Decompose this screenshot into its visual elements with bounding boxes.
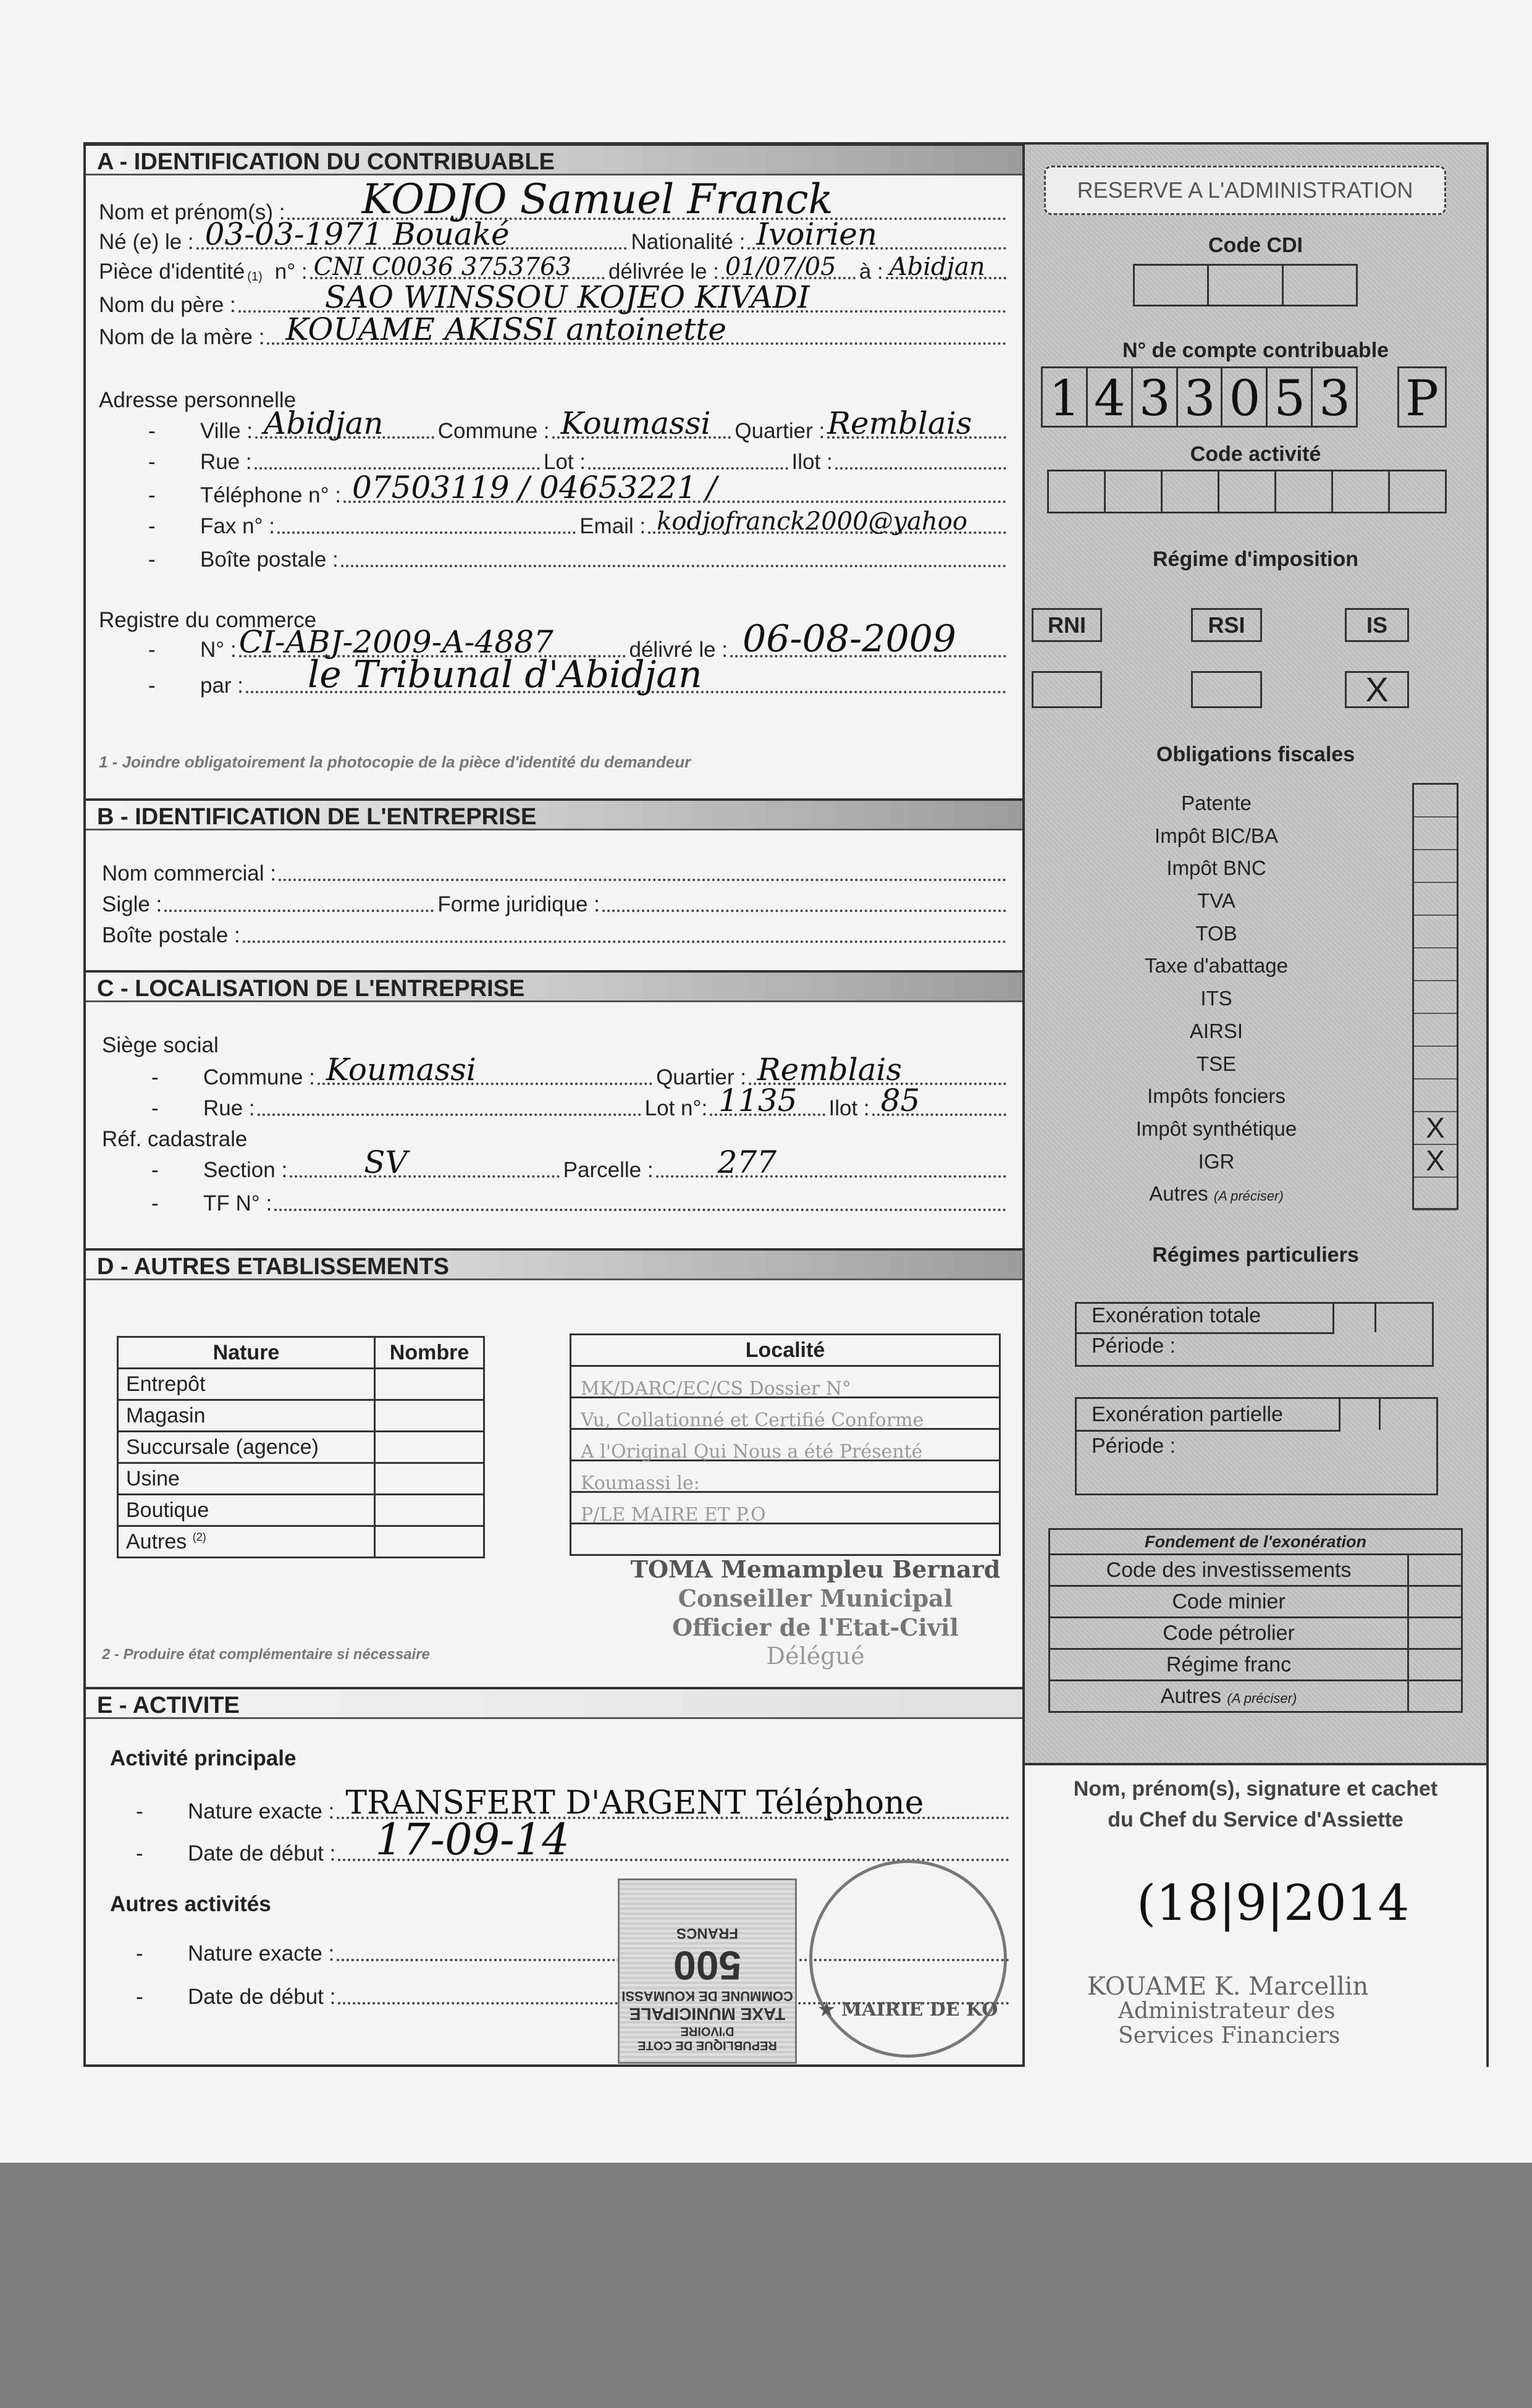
regime-rni: RNI <box>1032 608 1102 642</box>
field-label: TF N° : <box>203 1191 272 1215</box>
code-cdi-label: Code CDI <box>1208 234 1303 257</box>
dotted-fill-line <box>243 936 1006 943</box>
field-label: - <box>148 483 156 507</box>
handwritten-value: 3 <box>1138 370 1171 427</box>
field-label: Quartier : <box>656 1065 746 1089</box>
field-label: Nature exacte : <box>188 1941 335 1966</box>
dotted-fill-line <box>274 1204 1006 1211</box>
form-element: KOUAME K. Marcellin <box>1087 1972 1369 2001</box>
form-element: Services Financiers <box>1118 2023 1340 2048</box>
form-element <box>1088 368 1133 426</box>
form-element: Patente <box>1181 792 1252 814</box>
table-row <box>118 1369 484 1400</box>
field-sigle[interactable] <box>102 889 1010 917</box>
form-element <box>1313 368 1356 426</box>
field-label: Date de début : <box>188 1841 336 1865</box>
form-element: ITS <box>1200 987 1232 1010</box>
handwritten-value: Abidjan <box>889 253 985 281</box>
dotted-fill-line <box>722 253 856 281</box>
handwritten-value: P <box>1405 370 1439 427</box>
form-element: Usine <box>118 1463 375 1495</box>
form-element[interactable] <box>375 1369 484 1400</box>
code-activite-boxes[interactable] <box>1047 470 1447 513</box>
form-element: Impôt BIC/BA <box>1155 824 1278 847</box>
footnote-1: 1 - Joindre obligatoirement la photocopie de la pièce d'identité du demandeur <box>99 753 691 771</box>
dotted-fill-line <box>255 462 540 470</box>
activite-principale-label: Activité principale <box>110 1746 297 1770</box>
form-element: Administrateur des <box>1118 1998 1336 2024</box>
form-element[interactable] <box>375 1495 484 1526</box>
field-label: N° : <box>200 638 237 662</box>
code-cdi-boxes[interactable] <box>1133 264 1358 306</box>
handwritten-value: 0 <box>1229 370 1261 427</box>
field-label: Téléphone n° : <box>200 483 342 507</box>
handwritten-value: 3 <box>1184 370 1216 427</box>
section-b-header: B - IDENTIFICATION DE L'ENTREPRISE <box>86 798 1022 830</box>
form-element <box>1414 1047 1457 1079</box>
dotted-fill-line <box>656 1144 1006 1180</box>
form-element <box>1414 948 1457 981</box>
col-nombre: Nombre <box>375 1337 484 1369</box>
regime-is: IS <box>1345 608 1409 642</box>
form-element <box>1135 266 1209 305</box>
form-element: Fondement de l'exonération <box>1050 1529 1462 1555</box>
form-element <box>1050 1529 1462 1712</box>
form-element <box>1414 1079 1457 1112</box>
field-label: Parcelle : <box>563 1158 654 1182</box>
certification-stamp <box>581 1373 995 1531</box>
regime-rni-checkbox[interactable] <box>1032 671 1102 708</box>
field-label: - <box>136 1799 143 1823</box>
col-localite: Localité <box>571 1335 1000 1366</box>
form-element: Délégué <box>766 1642 865 1670</box>
field-label: Section : <box>203 1158 288 1182</box>
form-element: Période : <box>1092 1434 1176 1458</box>
handwritten-value: SAO WINSSOU KOJEO KIVADI <box>324 279 810 315</box>
table-row <box>118 1432 484 1463</box>
form-element: TVA <box>1197 889 1235 913</box>
form-element: Boutique <box>118 1495 375 1526</box>
field-label: - <box>136 1985 143 2009</box>
field-label: n° : <box>274 260 308 284</box>
form-element: AIRSI <box>1189 1019 1244 1042</box>
form-element <box>1268 368 1313 426</box>
handwritten-value: 4 <box>1093 370 1126 427</box>
form-element <box>1223 368 1268 426</box>
obligations-checkboxes[interactable] <box>1412 783 1458 1210</box>
field-label: - <box>151 1191 159 1215</box>
form-element: Régime franc <box>1050 1649 1408 1681</box>
table-row <box>1050 1618 1462 1649</box>
form-element: Impôts fonciers <box>1147 1084 1286 1108</box>
handwritten-value: 1 <box>1049 370 1080 427</box>
chef-stamp <box>1087 1974 1368 2048</box>
field-tf[interactable] <box>139 1188 1010 1216</box>
form-element <box>1333 471 1390 512</box>
section-a-header: A - IDENTIFICATION DU CONTRIBUABLE <box>86 143 1022 175</box>
table-row <box>118 1495 484 1526</box>
handwritten-value: 277 <box>717 1144 777 1180</box>
field-naissance[interactable] <box>99 216 1010 255</box>
form-element <box>1049 471 1106 512</box>
dotted-fill-line <box>310 253 605 281</box>
form-element <box>1414 916 1457 948</box>
form-element <box>1390 471 1445 512</box>
field-label: à : <box>859 260 883 284</box>
field-label: Email : <box>579 514 646 538</box>
handwritten-value: 85 <box>880 1083 920 1118</box>
registre-label: Registre du commerce <box>99 608 317 632</box>
dotted-fill-line <box>341 560 1006 567</box>
field-label: Nationalité : <box>631 230 746 254</box>
form-element: ★ MAIRIE DE KO <box>818 1999 998 2021</box>
dotted-fill-line <box>872 1083 1006 1118</box>
form-element <box>1399 368 1445 426</box>
form-element: Taxe d'abattage <box>1145 954 1288 978</box>
field-label: Ilot : <box>791 450 833 474</box>
field-boite-postale[interactable] <box>136 544 1010 572</box>
form-element[interactable] <box>375 1526 484 1558</box>
field-date-debut[interactable] <box>124 1814 1013 1866</box>
field-mere[interactable] <box>99 311 1010 350</box>
form-element <box>1276 471 1333 512</box>
handwritten-value: 3 <box>1319 370 1351 427</box>
field-label: Sigle : <box>102 892 162 916</box>
field-label: - <box>148 674 156 698</box>
obligations-label: Obligations fiscales <box>1156 743 1355 766</box>
field-label: par : <box>200 674 244 698</box>
dotted-fill-line <box>343 470 1006 505</box>
field-label: délivré le : <box>629 638 728 662</box>
fondement-table <box>1048 1528 1463 1713</box>
dotted-fill-line <box>710 1083 825 1118</box>
field-label: - <box>148 638 156 662</box>
form-element <box>1414 981 1457 1014</box>
field-label: - <box>151 1065 159 1089</box>
form-element: IGR <box>1198 1149 1235 1173</box>
field-label: - <box>151 1158 159 1182</box>
chef-date: (18|9|2014 <box>1137 1874 1410 1932</box>
field-label: - <box>148 419 156 443</box>
field-section-parcelle[interactable] <box>139 1144 1010 1183</box>
handwritten-value: KODJO Samuel Franck <box>361 175 833 223</box>
form-element: Impôt BNC <box>1166 856 1266 880</box>
exoneration-totale-box[interactable] <box>1075 1302 1434 1367</box>
form-element: Impôt synthétique <box>1135 1117 1297 1140</box>
field-label: Nom de la mère : <box>99 325 265 349</box>
handwritten-value: 07503119 / 04653221 / <box>352 470 717 505</box>
form-element <box>1414 817 1457 850</box>
form-element: Période : <box>1092 1334 1176 1358</box>
field-label: Quartier : <box>734 419 825 443</box>
table-row <box>1050 1649 1462 1681</box>
handwritten-value: Remblais <box>827 405 972 441</box>
field-label: - <box>148 450 156 474</box>
regime-rsi-checkbox[interactable] <box>1191 671 1262 708</box>
dotted-fill-line <box>602 905 1006 912</box>
dotted-fill-line <box>552 405 731 441</box>
form-element[interactable] <box>1408 1649 1462 1681</box>
handwritten-value: 5 <box>1274 370 1306 427</box>
field-label: Fax n° : <box>200 514 275 538</box>
dotted-fill-line <box>255 405 434 441</box>
form-element <box>1414 1178 1457 1210</box>
table-row <box>1050 1586 1462 1618</box>
form-element[interactable] <box>375 1400 484 1432</box>
regime-label: Régime d'imposition <box>1153 547 1358 571</box>
field-label: Rue : <box>203 1096 255 1120</box>
handwritten-value: CNI C0036 3753763 <box>313 253 572 281</box>
handwritten-value: 06-08-2009 <box>743 617 956 661</box>
dotted-fill-line <box>827 405 1006 441</box>
form-element[interactable] <box>1408 1555 1462 1586</box>
table-row <box>118 1463 484 1495</box>
mairie-seal <box>809 1860 1007 2058</box>
etablissements-table <box>117 1336 485 1558</box>
field-label: Forme juridique : <box>437 892 600 916</box>
handwritten-value: Ivoirien <box>756 216 878 252</box>
form-element: Koumassi le: <box>581 1472 700 1494</box>
handwritten-value: 01/07/05 <box>725 253 836 281</box>
field-siege-rue[interactable] <box>139 1083 1010 1121</box>
form-element <box>1414 785 1457 817</box>
form-element: FRANCS <box>676 1924 738 1941</box>
field-telephone[interactable] <box>136 470 1010 508</box>
municipal-tax-stamp <box>618 1878 797 2064</box>
field-label: Commune : <box>203 1065 315 1089</box>
adresse-label: Adresse personnelle <box>99 388 297 412</box>
table-row <box>1050 1681 1462 1712</box>
form-element <box>1414 883 1457 916</box>
handwritten-value: KOUAME AKISSI antoinette <box>285 311 726 347</box>
form-element: Magasin <box>118 1400 375 1432</box>
field-nom-commercial[interactable] <box>102 858 1010 886</box>
exo-partielle-checkbox <box>1379 1399 1436 1430</box>
dotted-fill-line <box>588 462 788 470</box>
regime-is-checkbox[interactable]: X <box>1345 671 1409 708</box>
section-e-header: E - ACTIVITE <box>86 1687 1022 1719</box>
form-element: Succursale (agence) <box>118 1432 375 1463</box>
field-label: délivrée le : <box>608 260 719 284</box>
form-element <box>1050 1529 1462 1555</box>
handwritten-value: Koumassi <box>560 405 711 441</box>
form-element[interactable] <box>1408 1586 1462 1618</box>
form-element <box>1043 368 1088 426</box>
field-label: Pièce d'identité <box>99 260 245 284</box>
compte-suffix-box[interactable] <box>1397 366 1447 428</box>
scan-background <box>0 2163 1532 2408</box>
dotted-fill-line <box>164 905 434 912</box>
field-label: - <box>136 1841 143 1865</box>
table-row <box>1050 1555 1462 1586</box>
field-label: Ville : <box>200 419 253 443</box>
form-element <box>1163 471 1219 512</box>
form-element: Vu, Collationné et Certifié Conforme <box>581 1409 924 1431</box>
dotted-fill-line <box>648 507 1006 536</box>
form-element: (A préciser) <box>1227 1690 1297 1706</box>
form-element: Autres <box>126 1529 187 1553</box>
form-element <box>1414 850 1457 883</box>
field-label: Boîte postale : <box>200 547 339 572</box>
handwritten-value: 17-09-14 <box>375 1814 570 1865</box>
field-boite-postale-entreprise[interactable] <box>102 919 1010 948</box>
field-label: Nom commercial : <box>102 861 276 885</box>
field-label: Lot n°: <box>644 1096 708 1120</box>
form-element: Code des investissements <box>1050 1555 1408 1586</box>
handwritten-value: SV <box>364 1144 408 1180</box>
handwritten-value: 1135 <box>718 1083 798 1118</box>
form-element: Exonération partielle <box>1077 1399 1340 1432</box>
field-fax-email[interactable] <box>136 507 1010 539</box>
field-label: Boîte postale : <box>102 923 240 947</box>
form-element: TOB <box>1195 921 1237 945</box>
form-element: (2) <box>192 1531 206 1544</box>
compte-label: N° de compte contribuable <box>1122 339 1389 362</box>
form-element: TAXE MUNICIPALE <box>629 2005 786 2024</box>
form-element <box>1133 368 1178 426</box>
field-label: Lot : <box>543 450 586 474</box>
form-element <box>1178 368 1223 426</box>
field-label: Nature exacte : <box>188 1799 335 1823</box>
form-element: Exonération totale <box>1077 1304 1334 1334</box>
form-element: X <box>1414 1112 1457 1145</box>
field-label: Ilot : <box>828 1096 870 1120</box>
form-element: TOMA Memampleu Bernard <box>630 1555 1001 1583</box>
form-element[interactable] <box>375 1463 484 1495</box>
footnote-2: 2 - Produire état complémentaire si nécessaire <box>102 1646 430 1663</box>
officer-stamp <box>618 1555 1013 1671</box>
form-element: (1) <box>247 270 263 284</box>
handwritten-value: le Tribunal d'Abidjan <box>308 653 702 696</box>
form-element[interactable] <box>375 1432 484 1463</box>
dotted-fill-line <box>318 1052 652 1088</box>
chef-service-label <box>1025 1773 1486 1835</box>
handwritten-value: 03-03-1971 Bouaké <box>204 216 510 252</box>
form-element: du Chef du Service d'Assiette <box>1108 1808 1404 1831</box>
form-element <box>1209 266 1283 305</box>
cadastre-label: Réf. cadastrale <box>102 1127 248 1151</box>
form-element <box>1106 471 1163 512</box>
form-element: Entrepôt <box>118 1369 375 1400</box>
form-element <box>1025 1178 1408 1210</box>
form-element: X <box>1414 1145 1457 1178</box>
dotted-fill-line <box>747 216 1006 252</box>
dotted-fill-line <box>886 253 1006 281</box>
form-element <box>118 1337 484 1369</box>
form-element: 500 <box>673 1942 742 1988</box>
field-label: - <box>136 1941 143 1966</box>
form-element: TSE <box>1196 1052 1237 1075</box>
form-element: Code minier <box>1050 1586 1408 1618</box>
section-d-header: D - AUTRES ETABLISSEMENTS <box>86 1248 1022 1280</box>
exoneration-partielle-box[interactable] <box>1075 1397 1438 1495</box>
dotted-fill-line <box>835 462 1006 470</box>
handwritten-value: TRANSFERT D'ARGENT Téléphone <box>345 1785 924 1822</box>
form-element: Conseiller Municipal <box>678 1584 953 1612</box>
form-element <box>1414 1014 1457 1047</box>
form-element: REPUBLIQUE DE COTE D'IVOIRE <box>638 2024 777 2052</box>
form-element <box>118 1337 484 1558</box>
form-element <box>118 1526 375 1558</box>
field-rc-par[interactable] <box>136 653 1010 698</box>
regimes-particuliers-label: Régimes particuliers <box>1152 1243 1359 1267</box>
field-label: - <box>148 547 156 572</box>
field-label: Nom du père : <box>99 293 236 317</box>
table-row <box>118 1400 484 1432</box>
code-activite-label: Code activité <box>1190 442 1321 466</box>
handwritten-value: Abidjan <box>263 405 384 441</box>
reserve-admin-title: RESERVE A L'ADMINISTRATION <box>1044 166 1446 215</box>
exo-totale-checkbox <box>1374 1304 1432 1332</box>
field-label: Date de début : <box>188 1985 336 2009</box>
field-label: Commune : <box>437 419 550 443</box>
dotted-fill-line <box>730 617 1006 661</box>
form-element[interactable] <box>1408 1681 1462 1712</box>
dotted-fill-line <box>196 216 628 252</box>
form-element: Nom, prénom(s), signature et cachet <box>1073 1777 1438 1801</box>
dotted-fill-line <box>246 653 1006 696</box>
handwritten-value: Koumassi <box>326 1052 476 1088</box>
handwritten-value: CI-ABJ-2009-A-4887 <box>238 624 553 660</box>
form-element: A l'Original Qui Nous a été Présenté <box>581 1441 923 1463</box>
col-nature: Nature <box>118 1337 375 1369</box>
form-element: Code pétrolier <box>1050 1618 1408 1649</box>
form-element: (A préciser) <box>1213 1188 1284 1204</box>
form-element <box>1284 266 1356 305</box>
obligations-list <box>1025 787 1408 1210</box>
form-element <box>1219 471 1276 512</box>
form-element: Autres <box>1160 1684 1221 1708</box>
handwritten-value: Remblais <box>757 1052 903 1088</box>
form-element: Officier de l'Etat-Civil <box>672 1613 959 1641</box>
form-element[interactable] <box>1408 1618 1462 1649</box>
dotted-fill-line <box>279 874 1006 881</box>
field-label: Nom et prénom(s) : <box>99 200 285 224</box>
form-element: COMMUNE DE KOUMASSI <box>621 1988 793 2004</box>
dotted-fill-line <box>267 311 1006 347</box>
field-siege-commune[interactable] <box>139 1052 1010 1090</box>
field-label: - <box>151 1096 159 1120</box>
form-element: Autres <box>1149 1182 1208 1206</box>
dotted-fill-line <box>290 1144 559 1180</box>
field-label: - <box>148 514 156 538</box>
dotted-fill-line <box>258 1109 641 1116</box>
form-element: P/LE MAIRE ET P.O <box>581 1504 766 1526</box>
handwritten-value: kodjofranck2000@yahoo <box>657 507 967 536</box>
form-element <box>1050 1681 1408 1712</box>
field-label: Rue : <box>200 450 252 474</box>
siege-label: Siège social <box>102 1033 219 1057</box>
table-row <box>118 1526 484 1558</box>
field-label: Né (e) le : <box>99 230 194 254</box>
section-c-header: C - LOCALISATION DE L'ENTREPRISE <box>86 970 1022 1002</box>
field-ville[interactable] <box>136 405 1010 444</box>
dotted-fill-line <box>277 526 576 534</box>
autres-activites-label: Autres activités <box>110 1892 271 1916</box>
compte-boxes[interactable] <box>1041 366 1358 428</box>
regime-rsi: RSI <box>1191 608 1262 642</box>
form-element: MK/DARC/EC/CS Dossier N° <box>581 1378 851 1400</box>
form-element <box>571 1335 1000 1366</box>
